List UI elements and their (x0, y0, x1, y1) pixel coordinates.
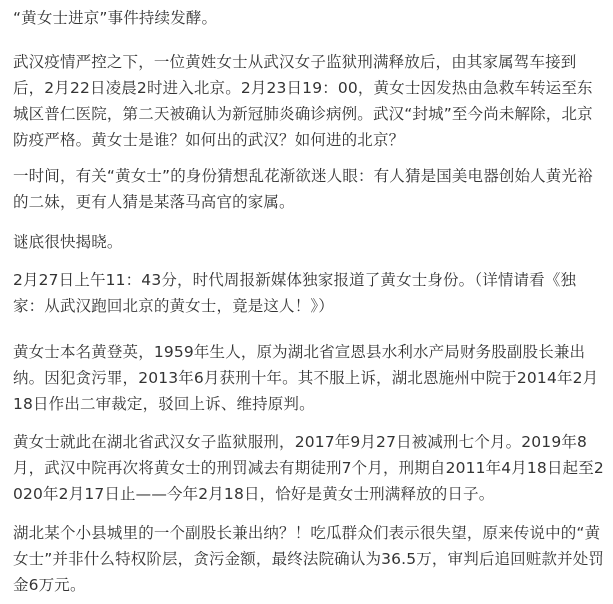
paragraph-conclusion: 湖北某个小县城里的一个副股长兼出纳？！吃瓜群众们表示很失望，原来传说中的“黄女士”并非什么特权阶层，贪污金额，最终法院确认为36.5万，审判后追回赃款并处罚金6万元。 (13, 524, 605, 594)
paragraph-background: 武汉疫情严控之下，一位黄姓女士从武汉女子监狱刑满释放后，由其家属驾车接到后，2月22日凌晨2时进入北京。2月23日19：00，黄女士因发热由急救车转运至东城区普仁医院，第二天被确认为新冠肺炎确诊病例。武汉“封城”至今尚未解除，北京防疫严格。黄女士是谁？如何出的武汉？如何进的北京？ (13, 53, 593, 149)
paragraph-report: 2月27日上午11：43分，时代周报新媒体独家报道了黄女士身份。（详情请看《独家：从武汉跑回北京的黄女士，竟是这人！》） (13, 271, 577, 315)
paragraph-reveal: 谜底很快揭晓。 (13, 233, 123, 251)
paragraph-headline: “黄女士进京”事件持续发酵。 (13, 9, 218, 27)
paragraph-speculation: 一时间，有关“黄女士”的身份猜想乱花渐欲迷人眼：有人猜是国美电器创始人黄光裕的二妹，更有人猜是某落马高官的家属。 (13, 167, 593, 211)
paragraph-identity: 黄女士本名黄登英，1959年生人，原为湖北省宣恩县水利水产局财务股副股长兼出纳。因犯贪污罪，2013年6月获刑十年。其不服上诉，湖北恩施州中院于2014年2月18日作出二审裁定，驳回上诉、维持原判。 (13, 343, 599, 413)
paragraph-sentence: 黄女士就此在湖北省武汉女子监狱服刑，2017年9月27日被减刑七个月。2019年8月，武汉中院再次将黄女士的刑罚减去有期徒刑7个月，刑期自2011年4月18日起至2020年2月17日止——今年2月18日，恰好是黄女士刑满释放的日子。 (13, 433, 604, 503)
